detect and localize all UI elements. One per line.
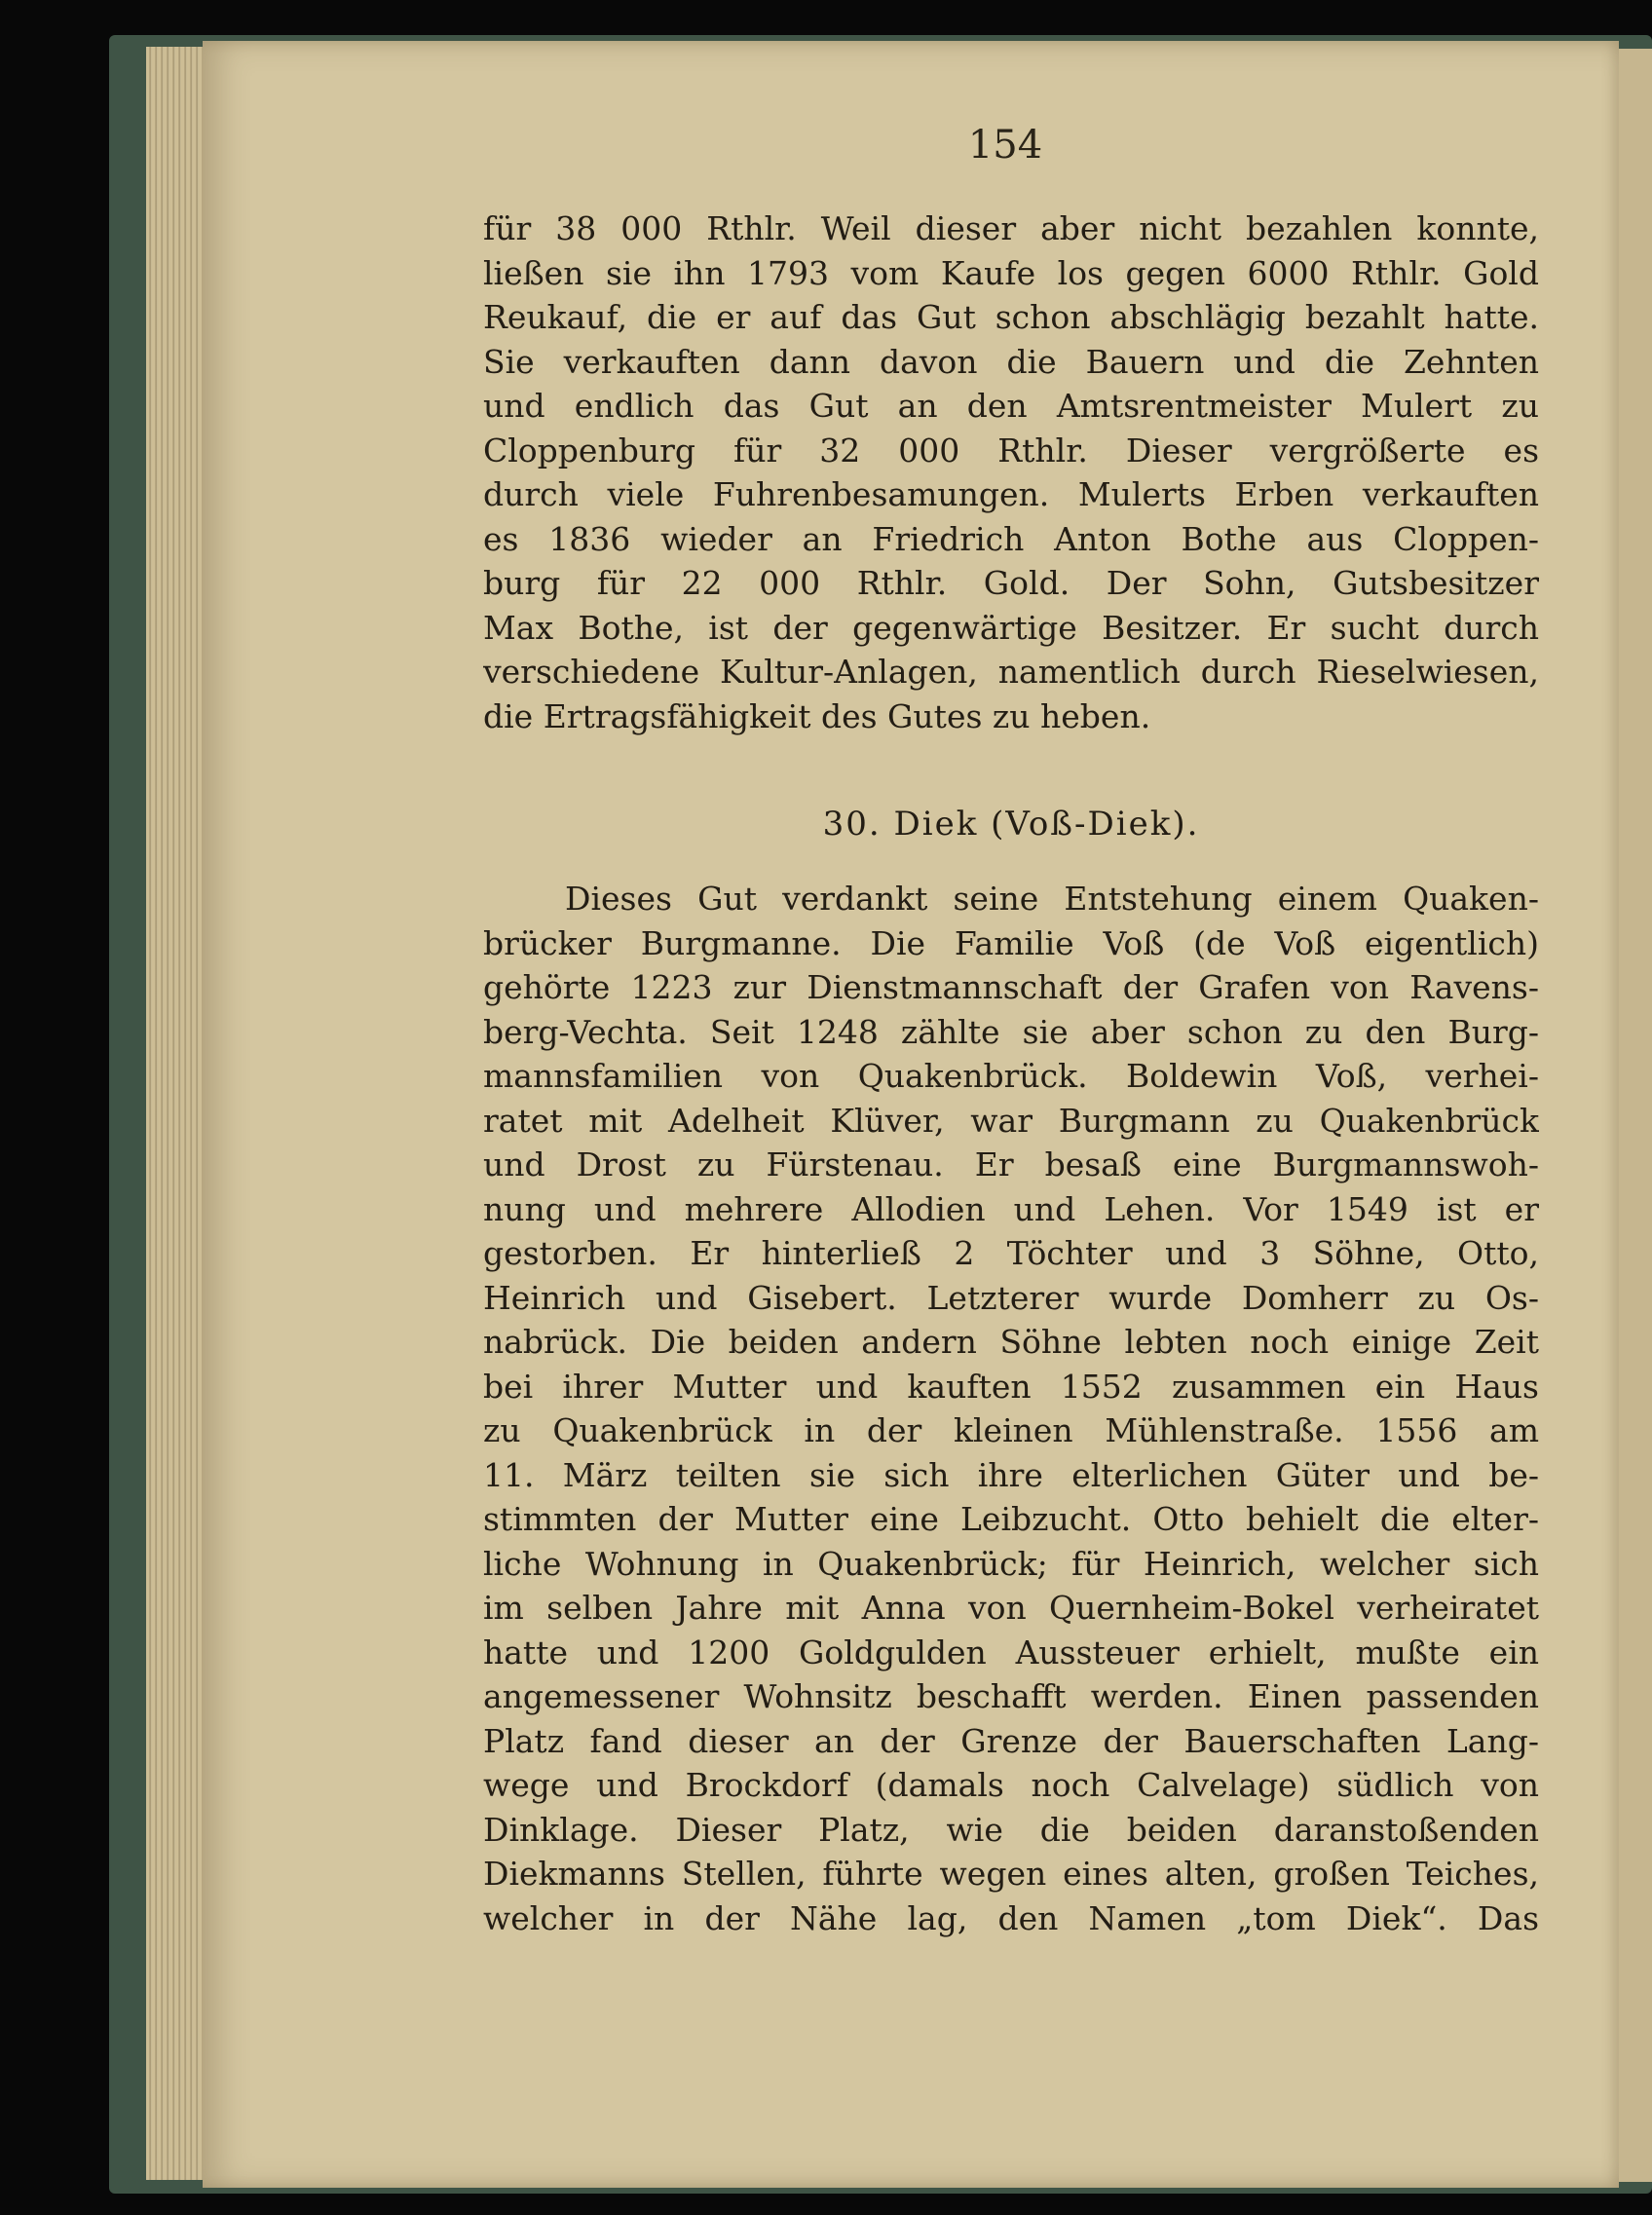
text-line: durch viele Fuhrenbesamungen. Mulerts Erben verkauften — [483, 475, 1539, 513]
text-line: brücker Burgmanne. Die Familie Voß (de Voß eigentlich) — [483, 923, 1539, 962]
text-line: Sie verkauften dann davon die Bauern und die Zehnten — [483, 342, 1539, 381]
text-line: für 38 000 Rthlr. Weil dieser aber nicht bezahlen konnte, — [483, 209, 1539, 247]
text-line: Reukauf, die er auf das Gut schon abschlägig bezahlt hatte. — [483, 298, 1539, 336]
text-line: welcher in der Nähe lag, den Namen „tom Diek“. Das — [483, 1898, 1539, 1937]
text-line: Max Bothe, ist der gegenwärtige Besitzer. Er sucht durch — [483, 608, 1539, 647]
text-line: liche Wohnung in Quakenbrück; für Heinrich, welcher sich — [483, 1544, 1539, 1583]
text-line: gehörte 1223 zur Dienstmannschaft der Grafen von Ravens- — [483, 968, 1539, 1006]
section-heading: 30. Diek (Voß-Diek). — [822, 805, 1200, 844]
text-line: mannsfamilien von Quakenbrück. Boldewin Voß, verhei- — [483, 1057, 1539, 1095]
text-line: stimmten der Mutter eine Leibzucht. Otto behielt die elter- — [483, 1500, 1539, 1538]
text-line: und Drost zu Fürstenau. Er besaß eine Burgmannswoh- — [483, 1145, 1539, 1183]
text-line: ließen sie ihn 1793 vom Kaufe los gegen 6000 Rthlr. Gold — [483, 253, 1539, 292]
text-line: Cloppenburg für 32 000 Rthlr. Dieser vergrößerte es — [483, 431, 1539, 469]
text-line: die Ertragsfähigkeit des Gutes zu heben. — [483, 696, 1151, 735]
text-line: gestorben. Er hinterließ 2 Töchter und 3 Söhne, Otto, — [483, 1234, 1539, 1272]
text-line: angemessener Wohnsitz beschafft werden. Einen passenden — [483, 1677, 1539, 1715]
text-line: berg-Vechta. Seit 1248 zählte sie aber schon zu den Burg- — [483, 1012, 1539, 1051]
next-page-edge — [1619, 49, 1652, 2182]
text-line: bei ihrer Mutter und kauften 1552 zusammen ein Haus — [483, 1367, 1539, 1406]
text-line: nabrück. Die beiden andern Söhne lebten noch einige Zeit — [483, 1323, 1539, 1361]
text-line: zu Quakenbrück in der kleinen Mühlenstraße. 1556 am — [483, 1411, 1539, 1449]
paragraph-2 — [483, 877, 1539, 1940]
text-line: Dinklage. Dieser Platz, wie die beiden daranstoßenden — [483, 1810, 1539, 1849]
text-line: im selben Jahre mit Anna von Quernheim-Bokel verheiratet — [483, 1589, 1539, 1627]
text-line: und endlich das Gut an den Amtsrentmeister Mulert zu — [483, 387, 1539, 425]
text-line: ratet mit Adelheit Klüver, war Burgmann zu Quakenbrück — [483, 1101, 1539, 1140]
text-line: 11. März teilten sie sich ihre elterlichen Güter und be- — [483, 1455, 1539, 1494]
text-line: Dieses Gut verdankt seine Entstehung einem Quaken- — [565, 880, 1539, 918]
paragraph-1 — [483, 206, 1539, 738]
text-line: verschiedene Kultur-Anlagen, namentlich durch Rieselwiesen, — [483, 653, 1539, 691]
text-line: Platz fand dieser an der Grenze der Bauerschaften Lang- — [483, 1721, 1539, 1760]
text-line: Heinrich und Gisebert. Letzterer wurde Domherr zu Os- — [483, 1278, 1539, 1317]
text-line: es 1836 wieder an Friedrich Anton Bothe aus Cloppen- — [483, 519, 1539, 558]
text-line: hatte und 1200 Goldgulden Aussteuer erhielt, mußte ein — [483, 1633, 1539, 1671]
text-line: Diekmanns Stellen, führte wegen eines alten, großen Teiches, — [483, 1855, 1539, 1893]
text-line: burg für 22 000 Rthlr. Gold. Der Sohn, Gutsbesitzer — [483, 564, 1539, 602]
text-line: wege und Brockdorf (damals noch Calvelage) südlich von — [483, 1766, 1539, 1804]
text-line: nung und mehrere Allodien und Lehen. Vor 1549 ist er — [483, 1189, 1539, 1228]
page-number: 154 — [967, 123, 1043, 168]
